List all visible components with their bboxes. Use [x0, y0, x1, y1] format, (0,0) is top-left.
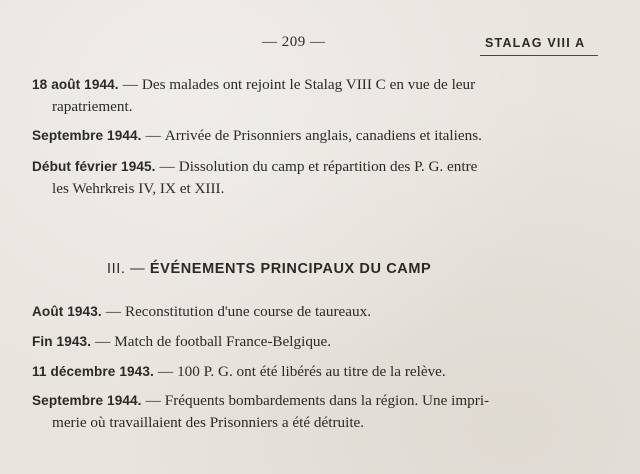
- section-dash: —: [130, 261, 146, 277]
- chronology-entry: [32, 361, 600, 383]
- entry-date: 11 décembre 1943.: [32, 364, 154, 379]
- chronology-entry: [32, 74, 600, 118]
- entry-dash: —: [159, 158, 175, 175]
- entry-continuation: rapatriement.: [52, 98, 133, 115]
- entry-date: 18 août 1944.: [32, 77, 119, 92]
- entry-text: Dissolution du camp et répartition des P. G. entre: [178, 158, 478, 175]
- chronology-entry: [32, 331, 600, 353]
- entry-text: Fréquents bombardements dans la région. Une impri-: [164, 392, 490, 409]
- entry-text: Reconstitution d'une course de taureaux.: [124, 303, 372, 320]
- entry-date: Début février 1945.: [32, 159, 156, 174]
- entry-dash: —: [145, 392, 161, 409]
- running-title: STALAG VIII A: [485, 36, 586, 50]
- section-heading: [107, 261, 431, 277]
- running-title-underline: [480, 55, 598, 56]
- entry-dash: —: [105, 303, 121, 320]
- entry-dash: —: [145, 127, 161, 144]
- entry-text: Des malades ont rejoint le Stalag VIII C en vue de leur: [141, 76, 476, 93]
- entry-continuation: les Wehrkreis IV, IX et XIII.: [52, 180, 225, 197]
- entry-dash: —: [122, 76, 138, 93]
- entry-text: Match de football France-Belgique.: [114, 333, 332, 350]
- entry-date: Septembre 1944.: [32, 128, 142, 143]
- chronology-entry: [32, 156, 600, 200]
- entry-dash: —: [157, 363, 174, 380]
- entry-date: Septembre 1944.: [32, 393, 142, 408]
- entry-dash: —: [95, 333, 111, 350]
- chronology-entry: [32, 390, 600, 434]
- chronology-entry: [32, 125, 600, 147]
- entry-date: Août 1943.: [32, 304, 102, 319]
- section-title: ÉVÉNEMENTS PRINCIPAUX DU CAMP: [149, 261, 432, 277]
- section-number: III.: [107, 261, 126, 277]
- entry-date: Fin 1943.: [32, 334, 92, 349]
- entry-continuation: merie où travaillaient des Prisonniers a été détruite.: [52, 414, 365, 431]
- entry-text: Arrivée de Prisonniers anglais, canadiens et italiens.: [164, 127, 482, 144]
- chronology-entry: [32, 301, 600, 323]
- entry-text: 100 P. G. ont été libérés au titre de la relève.: [177, 363, 446, 380]
- page-number: — 209 —: [262, 34, 326, 50]
